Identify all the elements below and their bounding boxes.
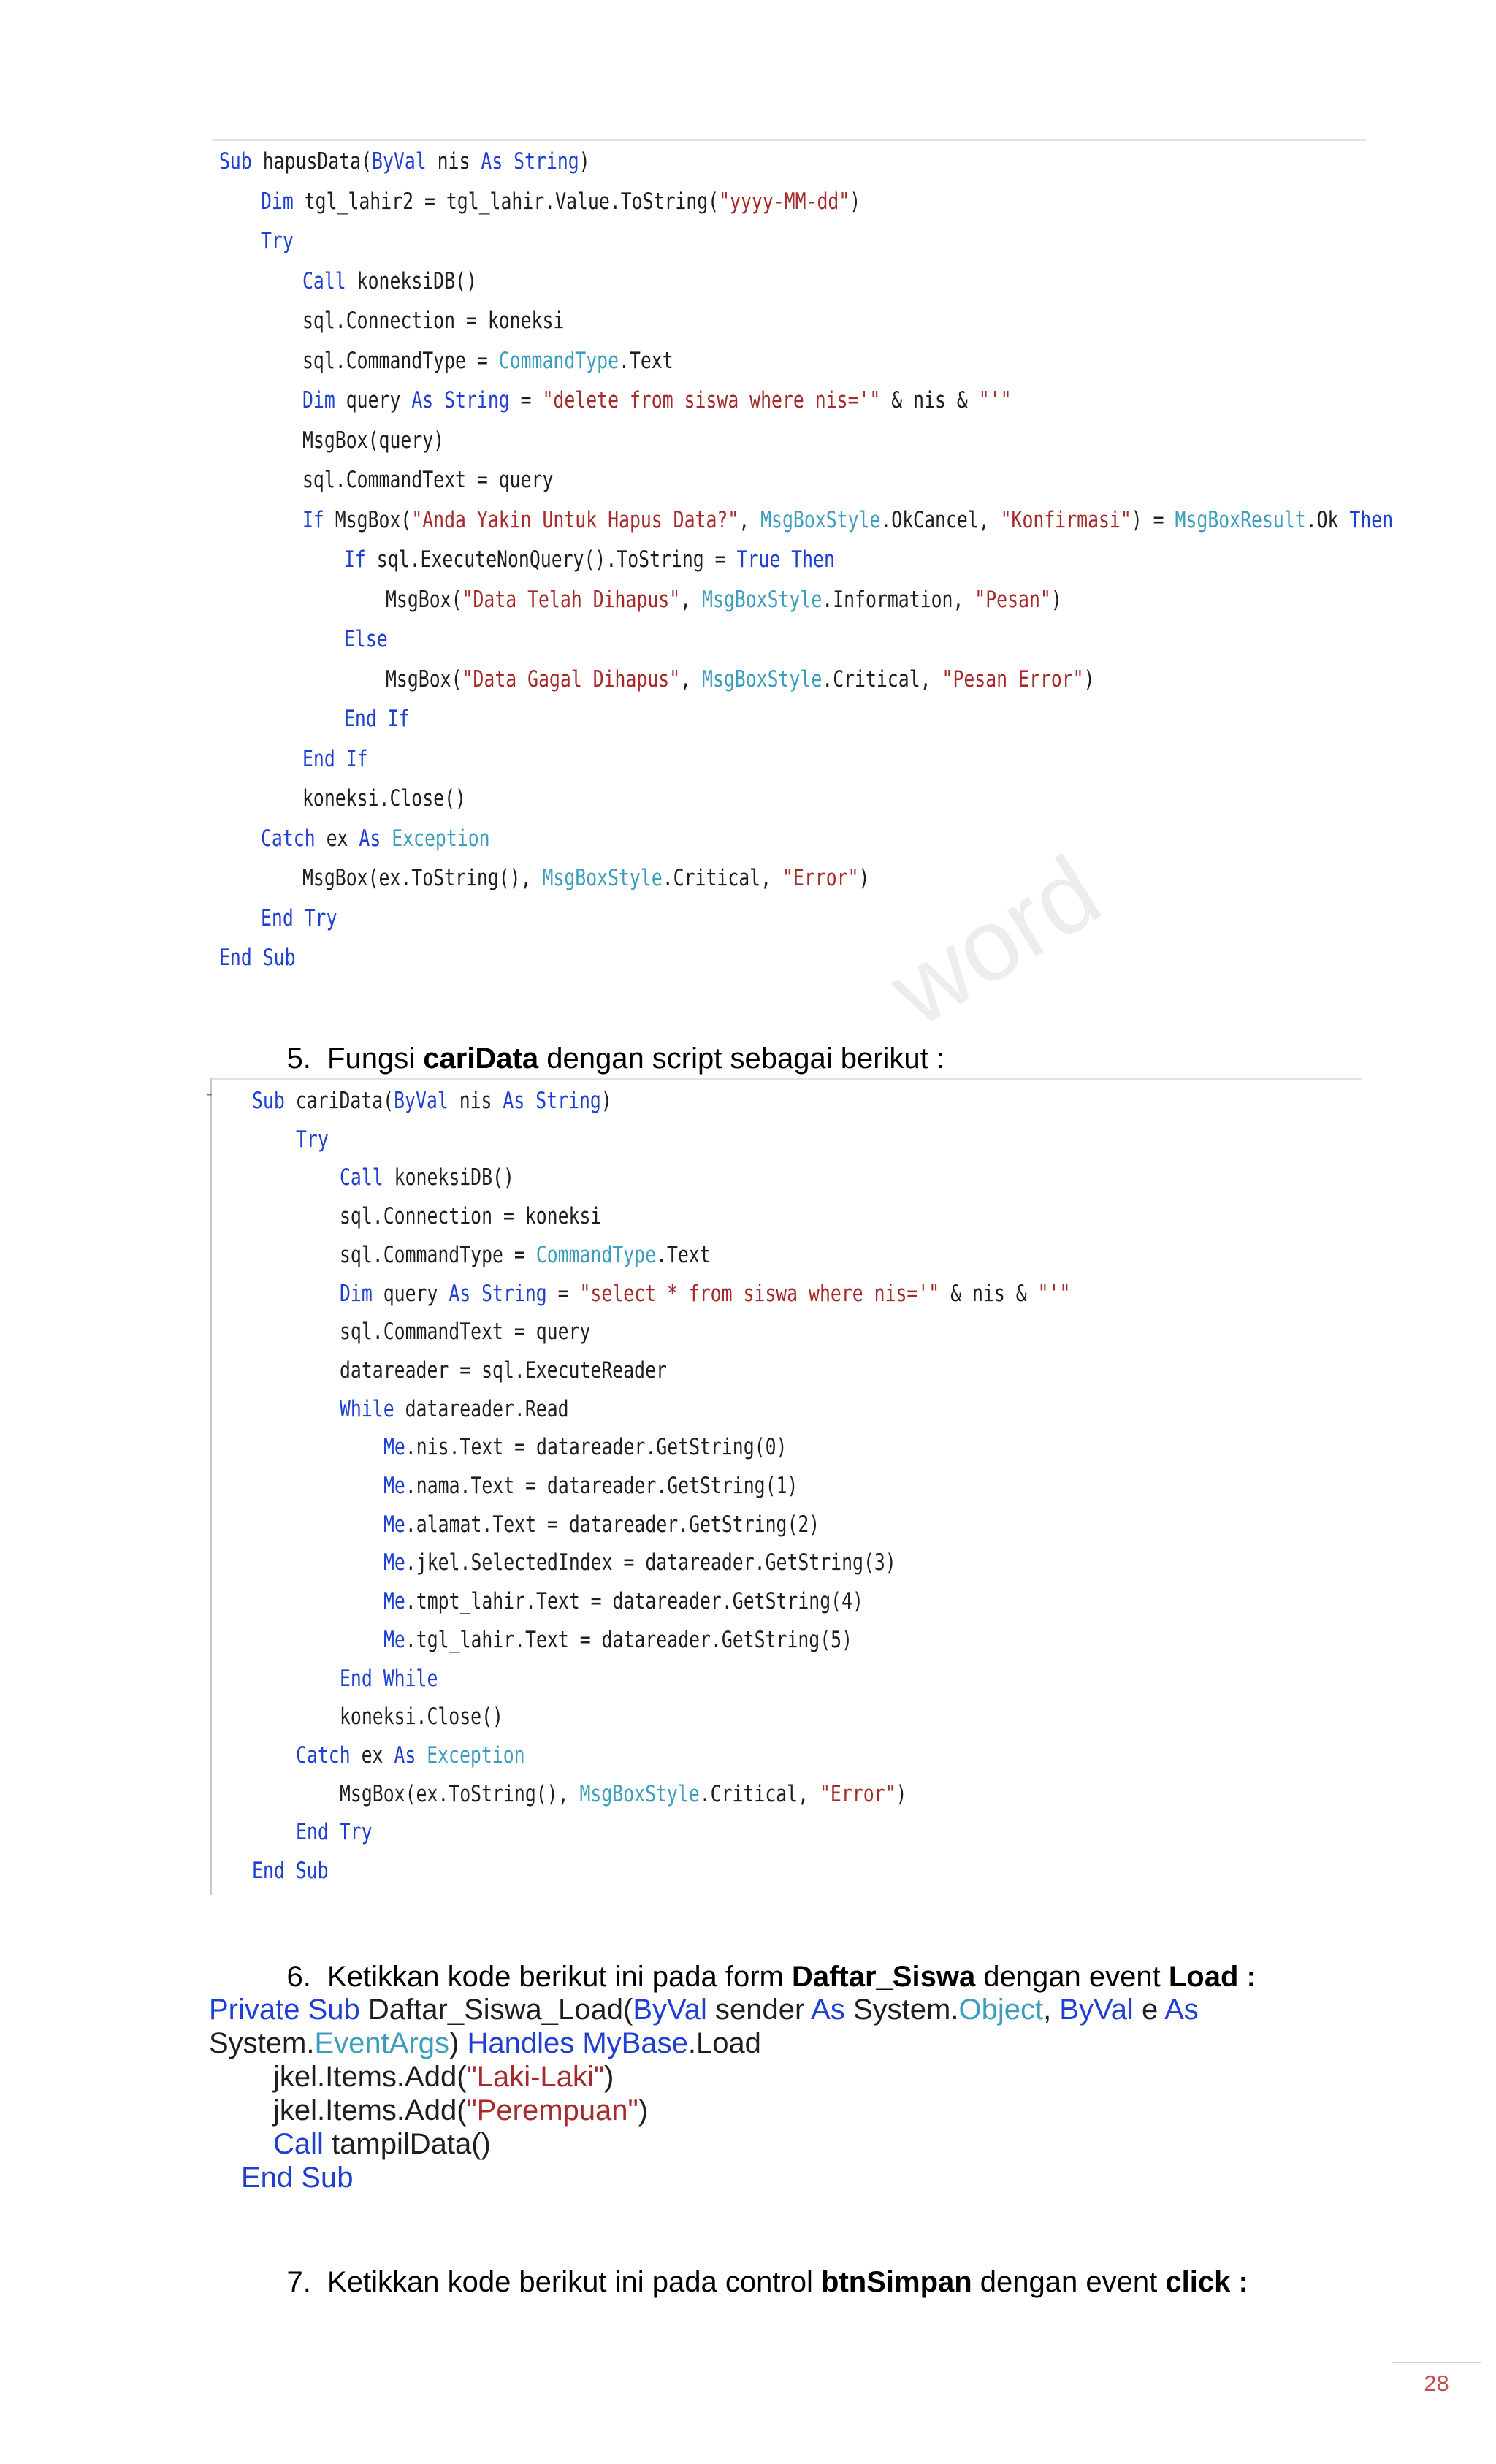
code-line bbox=[219, 142, 590, 181]
code-token: As String bbox=[503, 1088, 601, 1114]
code-line bbox=[241, 2161, 353, 2194]
code-line bbox=[302, 858, 869, 898]
code-line bbox=[296, 1812, 373, 1852]
code-token: sql.CommandText = query bbox=[302, 467, 554, 493]
code-token: Daftar_Siswa_Load( bbox=[367, 1994, 633, 2026]
code-token: End Sub bbox=[252, 1858, 329, 1884]
code-token: End If bbox=[344, 706, 410, 732]
code-token: query bbox=[383, 1280, 449, 1307]
code-token: .OkCancel, bbox=[880, 506, 1001, 533]
step-text-bold: cariData bbox=[423, 1042, 539, 1075]
code-line bbox=[383, 1582, 863, 1621]
code-token: , bbox=[680, 586, 703, 613]
code-line bbox=[302, 341, 673, 381]
code-token: ByVal bbox=[633, 1994, 715, 2026]
code-line bbox=[261, 221, 294, 261]
code-line bbox=[252, 1851, 329, 1891]
code-token: MsgBoxResult bbox=[1175, 506, 1306, 533]
code-token: "Data Telah Dihapus" bbox=[462, 586, 681, 613]
code-token: e bbox=[1141, 1994, 1165, 2026]
code-token: Dim bbox=[340, 1280, 383, 1307]
code-token: Dim bbox=[302, 387, 346, 413]
code-token: As bbox=[1164, 1994, 1199, 2026]
code-token: "Laki-Laki" bbox=[466, 2061, 605, 2093]
code-token: cariData( bbox=[295, 1088, 394, 1114]
code-line bbox=[273, 2094, 648, 2127]
code-token: If bbox=[302, 506, 335, 533]
code-token: ByVal bbox=[372, 148, 438, 175]
code-token: "Error" bbox=[819, 1780, 896, 1807]
code-token: & nis & bbox=[939, 1280, 1038, 1307]
code-token: koneksi.Close() bbox=[302, 785, 466, 812]
code-token: End Sub bbox=[241, 2162, 354, 2194]
code-line bbox=[340, 1389, 569, 1429]
step-text-bold-control: btnSimpan bbox=[821, 2266, 972, 2298]
code-line bbox=[340, 1274, 1070, 1313]
collapse-marker-icon: - bbox=[203, 1081, 215, 1105]
code-line bbox=[296, 1736, 525, 1775]
code-token: sender bbox=[714, 1994, 812, 2026]
step-number: 6. bbox=[286, 1961, 311, 1993]
code-token: MsgBox(query) bbox=[302, 427, 445, 454]
code-token: .Load bbox=[687, 2027, 761, 2059]
code-token: "delete from siswa where nis='" bbox=[542, 387, 881, 413]
code-token: CommandType bbox=[535, 1241, 657, 1268]
code-token: ) bbox=[604, 2061, 614, 2093]
code-token: jkel.Items.Add( bbox=[273, 2094, 467, 2127]
code-block-top-rule bbox=[212, 139, 1366, 141]
code-token: datareader.Read bbox=[405, 1395, 569, 1422]
code-line bbox=[383, 1427, 787, 1467]
code-token: = bbox=[546, 1280, 580, 1307]
code-token: ) bbox=[600, 1088, 612, 1114]
code-token: Exception bbox=[392, 825, 490, 852]
code-block-caridata bbox=[252, 1081, 1362, 1899]
code-token: koneksiDB() bbox=[356, 267, 477, 294]
code-token: ex bbox=[361, 1742, 394, 1769]
step-text-bold-event: click : bbox=[1165, 2266, 1248, 2298]
code-token: Then bbox=[1349, 506, 1394, 533]
step-text-pre: Ketikkan kode berikut ini pada form bbox=[327, 1961, 792, 1993]
code-block-hapusdata bbox=[219, 142, 1394, 989]
code-line bbox=[340, 1351, 667, 1390]
code-token: As bbox=[394, 1742, 427, 1769]
step-text-bold-event: Load : bbox=[1168, 1961, 1256, 1993]
code-line bbox=[340, 1774, 907, 1814]
code-token: Dim bbox=[261, 188, 305, 215]
code-token: "'" bbox=[1037, 1280, 1071, 1307]
code-token: System. bbox=[209, 2027, 315, 2059]
page-number: 28 bbox=[1424, 2370, 1449, 2396]
code-token: Me bbox=[383, 1588, 405, 1615]
code-token: .alamat.Text = datareader.GetString(2) bbox=[405, 1511, 820, 1538]
code-line bbox=[383, 1505, 820, 1544]
code-token: tgl_lahir2 = tgl_lahir.Value.ToString( bbox=[304, 188, 720, 215]
code-token: Try bbox=[296, 1126, 329, 1153]
code-line bbox=[302, 500, 1393, 540]
code-line bbox=[273, 2127, 491, 2161]
code-token: MsgBox(ex.ToString(), bbox=[302, 865, 543, 891]
code-token: ex bbox=[326, 825, 359, 852]
code-token: , bbox=[680, 665, 703, 693]
step-7-instruction bbox=[254, 2232, 1248, 2333]
code-token: .Text bbox=[656, 1241, 711, 1268]
code-token: While bbox=[340, 1395, 405, 1422]
code-token: "'" bbox=[978, 387, 1012, 413]
code-line bbox=[209, 2026, 761, 2060]
code-token: .jkel.SelectedIndex = datareader.GetString(3) bbox=[405, 1549, 896, 1576]
code-line bbox=[344, 699, 410, 739]
code-token: Me bbox=[383, 1626, 405, 1653]
code-token: ) bbox=[1050, 586, 1062, 613]
code-token: Object bbox=[958, 1994, 1044, 2026]
code-token: koneksiDB() bbox=[394, 1164, 514, 1191]
code-token: MsgBoxStyle bbox=[760, 506, 881, 533]
watermark: word bbox=[870, 833, 1119, 1048]
code-token: As String bbox=[411, 387, 510, 413]
code-line bbox=[344, 619, 388, 659]
code-token: .nama.Text = datareader.GetString(1) bbox=[405, 1473, 798, 1499]
code-line bbox=[302, 739, 368, 779]
code-token: "Pesan Error" bbox=[942, 665, 1084, 693]
code-token: "Konfirmasi" bbox=[1000, 506, 1131, 533]
code-token: Me bbox=[383, 1549, 405, 1576]
code-token: MsgBoxStyle bbox=[702, 665, 823, 693]
code-line bbox=[340, 1235, 711, 1275]
code-token: nis bbox=[459, 1088, 503, 1114]
code-line bbox=[302, 301, 564, 340]
code-token: query bbox=[346, 387, 412, 413]
code-token: tampilData() bbox=[332, 2128, 491, 2160]
code-token: sql.ExecuteNonQuery().ToString = bbox=[376, 546, 737, 573]
code-line bbox=[383, 1466, 798, 1506]
code-token: .tgl_lahir.Text = datareader.GetString(5) bbox=[405, 1626, 853, 1653]
code-token: ByVal bbox=[1059, 1994, 1142, 2026]
code-token: Try bbox=[261, 228, 294, 254]
code-line bbox=[302, 460, 553, 500]
code-token: .Critical, bbox=[662, 865, 782, 891]
code-token: MsgBox( bbox=[386, 665, 462, 693]
code-token: = bbox=[509, 387, 543, 413]
code-line bbox=[261, 899, 337, 938]
code-token: koneksi.Close() bbox=[340, 1704, 503, 1731]
step-text-post: dengan script sebagai berikut : bbox=[538, 1042, 944, 1075]
code-token: MsgBox(ex.ToString(), bbox=[340, 1780, 580, 1807]
code-token: .Critical, bbox=[822, 665, 942, 693]
code-line bbox=[261, 182, 860, 221]
code-token: datareader = sql.ExecuteReader bbox=[340, 1357, 667, 1384]
code-token: Else bbox=[344, 626, 388, 652]
code-token: If bbox=[344, 546, 377, 573]
code-token: ) bbox=[579, 148, 590, 175]
code-token: Catch bbox=[296, 1742, 362, 1769]
code-line bbox=[340, 1197, 601, 1236]
code-token: nis bbox=[437, 148, 481, 175]
code-token: , bbox=[1043, 1994, 1060, 2026]
code-token: CommandType bbox=[498, 347, 619, 374]
step-number: 7. bbox=[286, 2266, 311, 2298]
code-token: sql.Connection = koneksi bbox=[302, 308, 565, 334]
code-block-top-rule bbox=[212, 1078, 1362, 1080]
code-token: MsgBox( bbox=[335, 506, 412, 533]
code-token: sql.CommandType = bbox=[340, 1241, 536, 1268]
code-token: Call bbox=[273, 2128, 332, 2160]
code-line bbox=[302, 421, 444, 460]
code-token: .Critical, bbox=[699, 1780, 820, 1807]
code-line bbox=[302, 381, 1012, 420]
code-token: ) bbox=[850, 188, 861, 215]
code-token: End Try bbox=[261, 904, 337, 931]
code-line bbox=[344, 540, 835, 579]
code-token: Handles MyBase bbox=[467, 2027, 688, 2059]
code-token: MsgBoxStyle bbox=[579, 1780, 700, 1807]
code-token: Catch bbox=[261, 825, 327, 852]
code-line bbox=[386, 580, 1062, 619]
code-token: As bbox=[811, 1994, 853, 2026]
code-line bbox=[209, 1993, 1199, 2026]
code-token: End Try bbox=[296, 1819, 373, 1846]
code-token: , bbox=[739, 506, 761, 533]
code-token: ) bbox=[449, 2027, 468, 2059]
code-token: EventArgs bbox=[314, 2027, 450, 2059]
code-token: End While bbox=[340, 1665, 438, 1692]
step-number: 5. bbox=[286, 1042, 311, 1075]
code-token: sql.Connection = koneksi bbox=[340, 1203, 602, 1230]
code-token: True Then bbox=[736, 546, 835, 573]
code-token: Sub bbox=[219, 148, 263, 175]
code-token: sql.CommandText = query bbox=[340, 1319, 591, 1346]
code-token: ) bbox=[1083, 665, 1095, 693]
code-token: Private Sub bbox=[209, 1994, 368, 2026]
code-line bbox=[252, 1081, 612, 1121]
code-token: ) bbox=[896, 1780, 907, 1807]
code-token: "Pesan" bbox=[974, 586, 1051, 613]
code-token: MsgBoxStyle bbox=[542, 865, 663, 891]
code-token: Call bbox=[302, 267, 357, 294]
code-token: ByVal bbox=[394, 1088, 459, 1114]
code-token: "Anda Yakin Untuk Hapus Data?" bbox=[411, 506, 739, 533]
code-token: End If bbox=[302, 745, 368, 772]
code-line bbox=[340, 1697, 503, 1736]
code-token: "Data Gagal Dihapus" bbox=[462, 665, 681, 693]
code-token: End Sub bbox=[219, 945, 296, 971]
code-token: Call bbox=[340, 1164, 394, 1191]
code-token: .nis.Text = datareader.GetString(0) bbox=[405, 1434, 787, 1461]
code-line bbox=[340, 1158, 514, 1197]
code-token: "Perempuan" bbox=[466, 2094, 638, 2127]
code-line bbox=[383, 1543, 896, 1582]
code-token: Me bbox=[383, 1511, 405, 1538]
code-line bbox=[383, 1620, 852, 1660]
code-token: Sub bbox=[252, 1088, 296, 1114]
footer-rule bbox=[1392, 2362, 1481, 2363]
code-token: System. bbox=[852, 1994, 959, 2026]
code-line bbox=[340, 1659, 438, 1698]
code-token: As String bbox=[481, 148, 579, 175]
code-token: hapusData( bbox=[262, 148, 373, 175]
code-line bbox=[302, 779, 466, 818]
code-token: .Text bbox=[619, 347, 673, 374]
code-line bbox=[296, 1120, 329, 1159]
step-text-mid: dengan event bbox=[975, 1961, 1169, 1993]
step-text-bold-form: Daftar_Siswa bbox=[791, 1961, 976, 1993]
code-token: As String bbox=[449, 1280, 547, 1307]
code-token: jkel.Items.Add( bbox=[273, 2061, 467, 2093]
code-token: Exception bbox=[427, 1742, 525, 1769]
code-line bbox=[340, 1312, 590, 1351]
code-token: .Ok bbox=[1305, 506, 1350, 533]
code-line bbox=[386, 660, 1095, 699]
step-text-mid: dengan event bbox=[972, 2266, 1166, 2298]
code-token: "Error" bbox=[782, 865, 859, 891]
code-token: Me bbox=[383, 1473, 405, 1499]
code-token: .tmpt_lahir.Text = datareader.GetString(4) bbox=[405, 1588, 863, 1615]
step-text-pre: Fungsi bbox=[327, 1042, 424, 1075]
code-token: & nis & bbox=[880, 387, 979, 413]
code-token: "yyyy-MM-dd" bbox=[719, 188, 850, 215]
code-token: ) = bbox=[1131, 506, 1175, 533]
step-text-pre: Ketikkan kode berikut ini pada control bbox=[327, 2266, 822, 2298]
code-token: As bbox=[359, 825, 392, 852]
code-token: "select * from siswa where nis='" bbox=[579, 1280, 940, 1307]
code-token: ) bbox=[638, 2094, 649, 2127]
code-line bbox=[273, 2060, 614, 2094]
code-line bbox=[261, 819, 490, 858]
code-token: sql.CommandType = bbox=[302, 347, 499, 374]
code-token: MsgBoxStyle bbox=[702, 586, 823, 613]
code-token: .Information, bbox=[822, 586, 975, 613]
code-line bbox=[219, 938, 296, 977]
code-token: ) bbox=[858, 865, 870, 891]
code-token: MsgBox( bbox=[386, 586, 462, 613]
code-line bbox=[302, 262, 477, 301]
code-token: Me bbox=[383, 1434, 405, 1461]
code-margin-line bbox=[210, 1078, 212, 1895]
